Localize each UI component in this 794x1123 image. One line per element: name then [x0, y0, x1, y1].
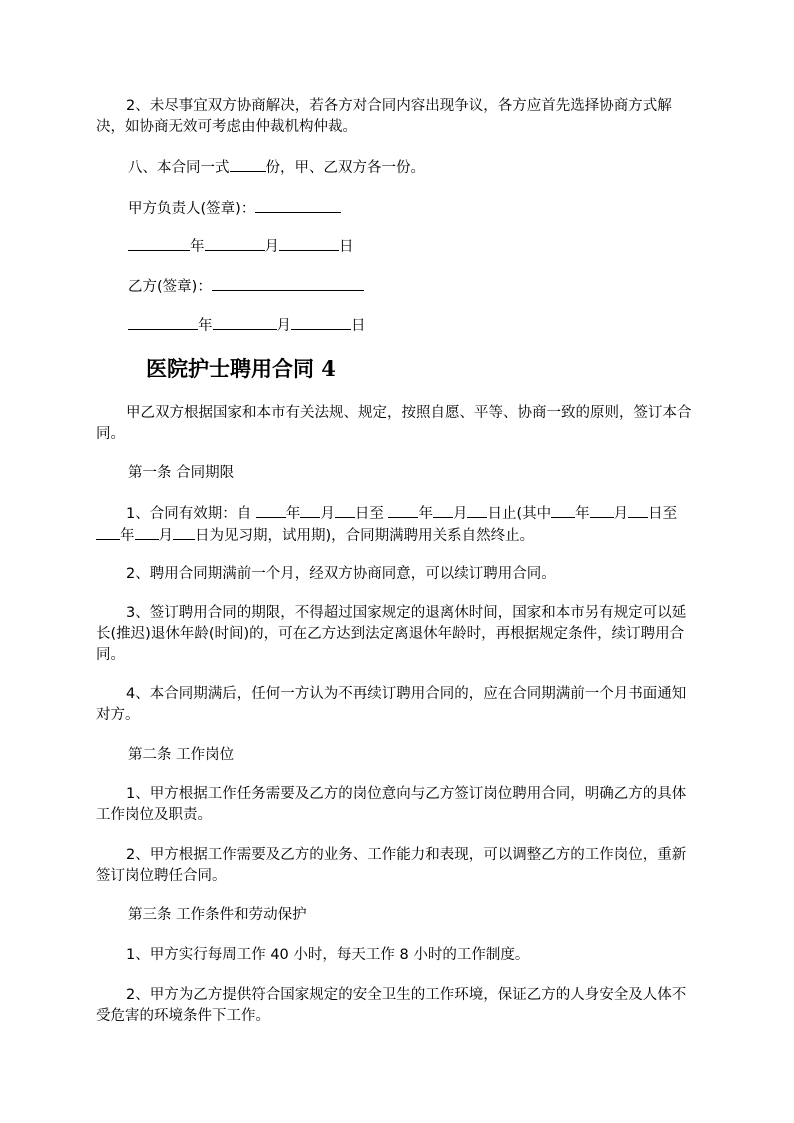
party-a-date-line	[128, 236, 354, 258]
clause-position-adjustment: 2、甲方根据工作需要及乙方的业务、工作能力和表现，可以调整乙方的工作岗位，重新签订岗位聘任合同。	[96, 847, 687, 884]
day-blank[interactable]	[279, 236, 339, 251]
year-label: 年	[198, 318, 213, 334]
year-blank[interactable]	[128, 236, 190, 251]
day-label: 日	[351, 318, 366, 334]
start-month-blank[interactable]	[300, 503, 320, 518]
copies-text-a: 八、本合同一式	[128, 160, 230, 176]
term-text: 日至	[354, 506, 384, 522]
start-year-blank[interactable]	[256, 503, 286, 518]
party-b-signature-blank[interactable]	[212, 276, 364, 291]
month-label: 月	[276, 318, 291, 334]
probation-end-day-blank[interactable]	[173, 525, 195, 540]
year-blank[interactable]	[128, 315, 198, 330]
probation-end-year-blank[interactable]	[96, 525, 120, 540]
clause-job-position: 1、甲方根据工作任务需要及乙方的岗位意向与乙方签订岗位聘用合同，明确乙方的具体工作岗位及职责。	[96, 786, 687, 823]
term-text: 日止(其中	[487, 506, 552, 522]
clause-copies	[128, 157, 425, 179]
probation-start-month-blank[interactable]	[590, 503, 614, 518]
term-text: 日至	[648, 506, 678, 522]
term-text: 1、合同有效期：自	[126, 506, 252, 522]
term-text: 月	[158, 528, 173, 544]
clause-non-renewal-notice: 4、本合同期满后，任何一方认为不再续订聘用合同的，应在合同期满前一个月书面通知对方。	[96, 686, 687, 723]
day-label: 日	[339, 239, 354, 255]
term-text: 月	[452, 506, 468, 522]
year-label: 年	[190, 239, 205, 255]
article-1-heading: 第一条 合同期限	[128, 465, 235, 481]
copies-text-b: 份，甲、乙双方各一份。	[265, 160, 425, 176]
party-b-date-line	[128, 315, 366, 337]
end-day-blank[interactable]	[467, 503, 487, 518]
contract-title: 医院护士聘用合同 4	[146, 356, 336, 381]
intro-paragraph: 甲乙双方根据国家和本市有关法规、规定，按照自愿、平等、协商一致的原则，签订本合同。	[96, 405, 692, 442]
party-b-signature-line	[128, 276, 364, 298]
party-a-signature-blank[interactable]	[255, 198, 341, 213]
party-a-label: 甲方负责人(签章)：	[128, 201, 256, 217]
party-b-label: 乙方(签章)：	[128, 279, 212, 295]
clause-renewal: 2、聘用合同期满前一个月，经双方协商同意，可以续订聘用合同。	[126, 566, 556, 582]
month-label: 月	[264, 239, 279, 255]
party-a-signature-line	[128, 198, 341, 220]
article-2-heading: 第二条 工作岗位	[128, 747, 235, 763]
term-text: 年	[575, 506, 590, 522]
probation-end-month-blank[interactable]	[135, 525, 159, 540]
end-year-blank[interactable]	[388, 503, 418, 518]
article-3-heading: 第三条 工作条件和劳动保护	[128, 907, 307, 923]
start-day-blank[interactable]	[335, 503, 355, 518]
term-text: 年	[285, 506, 301, 522]
clause-work-environment: 2、甲方为乙方提供符合国家规定的安全卫生的工作环境，保证乙方的人身安全及人体不受危害的环境条件下工作。	[96, 987, 687, 1024]
month-blank[interactable]	[205, 236, 265, 251]
probation-start-year-blank[interactable]	[551, 503, 575, 518]
end-month-blank[interactable]	[433, 503, 453, 518]
clause-term-limit: 3、签订聘用合同的期限，不得超过国家规定的退离休时间，国家和本市另有规定可以延长(推迟)退休年龄(时间)的，可在乙方达到法定离退休年龄时，再根据规定条件，续订聘用合同。	[96, 605, 687, 663]
clause-working-hours: 1、甲方实行每周工作 40 小时，每天工作 8 小时的工作制度。	[126, 947, 530, 963]
term-text: 年	[120, 528, 135, 544]
term-text: 日为见习期，试用期)，合同期满聘用关系自然终止。	[195, 528, 535, 544]
probation-start-day-blank[interactable]	[628, 503, 648, 518]
day-blank[interactable]	[291, 315, 351, 330]
copies-blank[interactable]	[230, 157, 266, 172]
term-text: 月	[320, 506, 335, 522]
clause-dispute-resolution: 2、未尽事宜双方协商解决，若各方对合同内容出现争议，各方应首先选择协商方式解决，如协商无效可考虑由仲裁机构仲裁。	[96, 98, 672, 135]
clause-contract-term	[96, 503, 700, 547]
month-blank[interactable]	[213, 315, 277, 330]
term-text: 年	[418, 506, 433, 522]
term-text: 月	[613, 506, 629, 522]
